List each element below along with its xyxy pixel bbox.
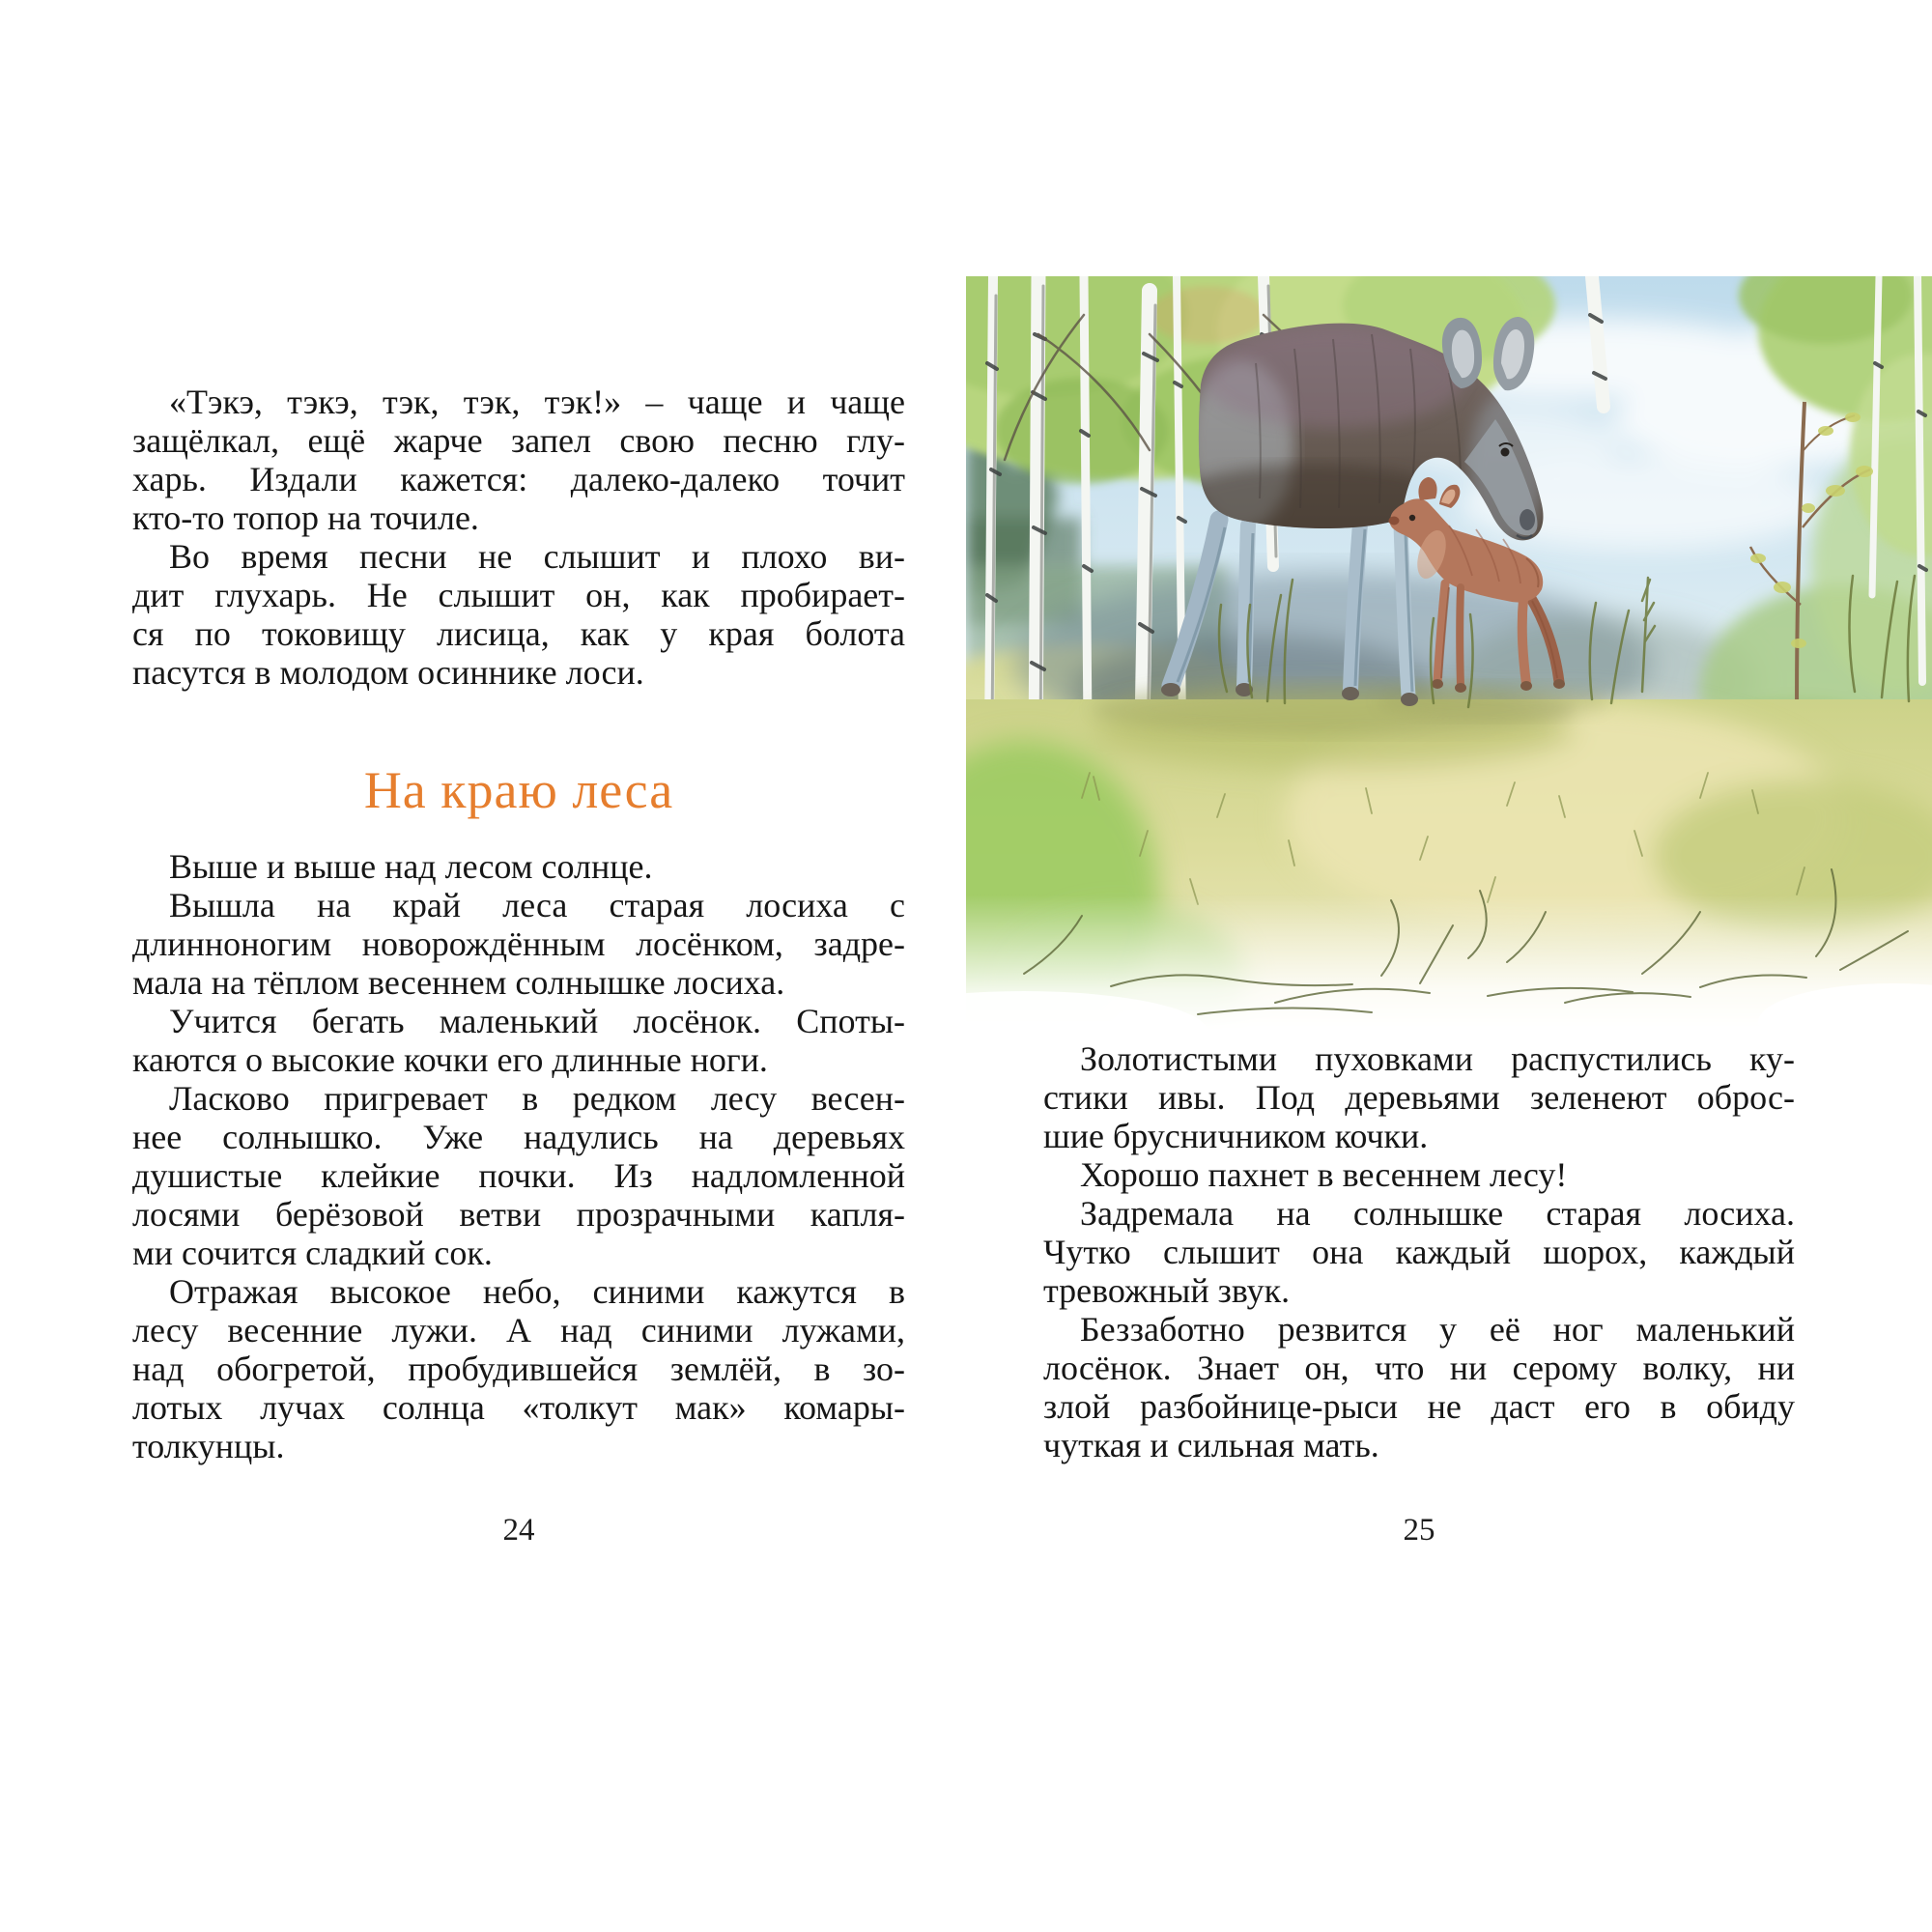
text-line: Хорошо пахнет в весеннем лесу! <box>1080 1155 1568 1194</box>
text-line: Учится бегать маленький лосёнок. Споты- <box>169 1002 905 1040</box>
text-line: лотых лучах солнца «толкут мак» комары- <box>132 1388 905 1427</box>
text-line: толкунцы. <box>132 1427 285 1465</box>
text-line: Вышла на край леса старая лосиха с <box>169 886 905 924</box>
text-line: над обогретой, пробудившейся землёй, в зо- <box>132 1350 905 1388</box>
text-line: защёлкал, ещё жарче запел свою песню глу- <box>132 421 905 460</box>
text-line: Золотистыми пуховками распустились ку- <box>1080 1039 1795 1078</box>
text-line: Ласково пригревает в редком лесу весен- <box>169 1079 905 1118</box>
text-line: лосями берёзовой ветви прозрачными капля- <box>132 1195 905 1234</box>
text-line: чуткая и сильная мать. <box>1043 1426 1379 1464</box>
text-line: Задремала на солнышке старая лосиха. <box>1080 1194 1795 1233</box>
text-line: душистые клейкие почки. Из надломленной <box>132 1156 905 1195</box>
text-line: ся по токовищу лисица, как у края болота <box>132 614 905 653</box>
page-left-text <box>132 383 905 1465</box>
illustration-canvas <box>966 276 1932 1030</box>
text-line: «Тэкэ, тэкэ, тэк, тэк, тэк!» – чаще и чаще <box>169 383 905 421</box>
text-line: Чутко слышит она каждый шорох, каждый <box>1043 1233 1795 1271</box>
page-right-text <box>1043 1039 1795 1464</box>
text-line: нее солнышко. Уже надулись на деревьях <box>132 1118 905 1156</box>
text-line: каются о высокие кочки его длинные ноги. <box>132 1040 768 1079</box>
text-line: Беззаботно резвится у её ног маленький <box>1080 1310 1795 1349</box>
text-line: стики ивы. Под деревьями зеленеют оброс- <box>1043 1078 1795 1117</box>
text-line: пасутся в молодом осиннике лоси. <box>132 653 644 692</box>
text-line: харь. Издали кажется: далеко-далеко точит <box>132 460 905 498</box>
text-line: мала на тёплом весеннем солнышке лосиха. <box>132 963 785 1002</box>
text-line: злой разбойнице-рыси не даст его в обиду <box>1043 1387 1795 1426</box>
text-line: длинноногим новорождённым лосёнком, задре- <box>132 924 905 963</box>
text-line: шие брусничником кочки. <box>1043 1117 1429 1155</box>
page-number-right: 25 <box>1403 1513 1435 1548</box>
text-line: кто-то топор на точиле. <box>132 498 479 537</box>
section-heading: На краю леса <box>363 761 674 819</box>
page-number-left: 24 <box>502 1513 535 1548</box>
text-line: лосёнок. Знает он, что ни серому волку, ни <box>1043 1349 1795 1387</box>
text-line: Во время песни не слышит и плохо ви- <box>169 537 905 576</box>
text-line: тревожный звук. <box>1043 1271 1291 1310</box>
text-line: дит глухарь. Не слышит он, как пробирает- <box>132 576 905 614</box>
text-line: ми сочится сладкий сок. <box>132 1234 493 1272</box>
text-line: Выше и выше над лесом солнце. <box>169 847 653 886</box>
moose-illustration <box>966 276 1932 1030</box>
text-line: Отражая высокое небо, синими кажутся в <box>169 1272 905 1311</box>
text-line: лесу весенние лужи. А над синими лужами, <box>132 1311 905 1350</box>
